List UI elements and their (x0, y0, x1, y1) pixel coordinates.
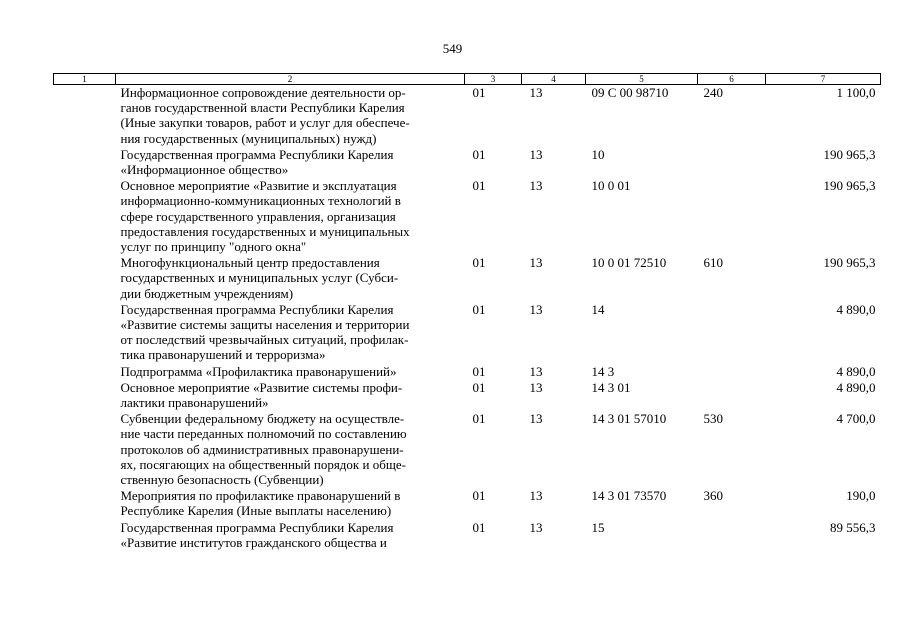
row-item-name-line: тика правонарушений и терроризма» (120, 347, 326, 363)
column-header-4: 4 (522, 74, 586, 85)
table-row (54, 178, 881, 255)
row-section-code: 01 (472, 255, 486, 271)
row-subsection-code: 13 (529, 178, 543, 194)
row-target-article-code: 14 3 01 57010 (591, 411, 667, 427)
row-item-name-line: Мероприятия по профилактике правонарушений в (120, 488, 401, 504)
row-item-name-line: государственных и муниципальных услуг (Субси- (120, 270, 399, 286)
row-item-name-line: Информационное сопровождение деятельности ор- (120, 85, 406, 100)
row-cell-col1 (54, 255, 116, 302)
row-item-name-line: Подпрограмма «Профилактика правонарушений» (120, 363, 397, 379)
row-subsection-code: 13 (529, 488, 543, 504)
row-cell-col1 (54, 302, 116, 364)
column-header-5: 5 (586, 74, 698, 85)
row-item-name-line: (Иные закупки товаров, работ и услуг для обеспече- (120, 115, 410, 131)
budget-table (53, 73, 881, 551)
row-target-article-code: 14 3 01 (591, 379, 631, 395)
row-cell-col1 (54, 147, 116, 178)
row-cell-col1 (54, 85, 116, 147)
row-subsection-code: 13 (529, 255, 543, 271)
row-target-article-code: 14 (591, 301, 605, 317)
table-body (54, 85, 881, 552)
table-row (54, 380, 881, 411)
row-cell-col1 (54, 364, 116, 380)
row-cell-col1 (54, 178, 116, 255)
row-section-code: 01 (472, 146, 486, 162)
row-item-name-line: «Развитие институтов гражданского общества и (120, 534, 387, 550)
row-amount: 4 890,0 (836, 301, 876, 317)
row-item-name-line: протоколов об административных правонарушени- (120, 441, 404, 457)
row-item-name-line: сфере государственного управления, организация (120, 208, 396, 224)
row-expense-type-code: 530 (703, 411, 723, 427)
row-expense-type-code (698, 380, 766, 411)
row-item-name-line: ях, посягающих на общественный порядок и обще- (120, 456, 406, 472)
row-subsection-code: 13 (529, 301, 543, 317)
row-item-name-line: Многофункциональный центр предоставления (120, 255, 380, 271)
row-item-name-line: Основное мероприятие «Развитие системы профи- (120, 379, 403, 395)
row-target-article-code: 14 3 (591, 363, 615, 379)
row-section-code: 01 (472, 488, 486, 504)
row-subsection-code: 13 (529, 379, 543, 395)
column-header-2: 2 (116, 74, 465, 85)
row-target-article-code: 14 3 01 73570 (591, 488, 667, 504)
row-target-article-code: 09 С 00 98710 (591, 85, 669, 100)
row-item-name-line: дии бюджетным учреждениям) (120, 285, 294, 301)
row-expense-type-code (698, 302, 766, 364)
row-amount: 4 700,0 (836, 411, 876, 427)
row-item-name (116, 488, 465, 519)
row-item-name-line: ние части переданных полномочий по составлению (120, 426, 407, 442)
row-item-name-line: Государственная программа Республики Карелия (120, 519, 394, 535)
row-subsection-code: 13 (529, 85, 543, 100)
row-expense-type-code (698, 364, 766, 380)
row-expense-type-code (698, 178, 766, 255)
row-amount: 1 100,0 (836, 85, 876, 100)
table-row (54, 85, 881, 147)
column-header-1: 1 (54, 74, 116, 85)
row-amount: 190 965,3 (823, 255, 876, 271)
page-number: 549 (442, 41, 463, 56)
row-cell-col1 (54, 520, 116, 551)
row-item-name (116, 302, 465, 364)
table-row (54, 411, 881, 488)
row-item-name (116, 85, 465, 147)
row-item-name-line: Субвенции федеральному бюджету на осуществле- (120, 411, 405, 427)
column-header-3: 3 (465, 74, 522, 85)
row-section-code: 01 (472, 85, 486, 100)
row-section-code: 01 (472, 411, 486, 427)
row-amount: 190,0 (846, 488, 876, 504)
row-item-name-line: предоставления государственных и муниципальных (120, 223, 410, 239)
table-row (54, 302, 881, 364)
row-item-name-line: услуг по принципу "одного окна" (120, 239, 307, 255)
row-item-name (116, 178, 465, 255)
row-target-article-code: 10 0 01 72510 (591, 255, 667, 271)
row-section-code: 01 (472, 363, 486, 379)
row-amount: 190 965,3 (823, 146, 876, 162)
row-item-name-line: информационно-коммуникационных технологий в (120, 193, 401, 209)
table-row (54, 520, 881, 551)
row-item-name-line: ния государственных (муниципальных) нужд) (120, 130, 377, 146)
row-cell-col1 (54, 411, 116, 488)
row-item-name-line: «Развитие системы защиты населения и территории (120, 317, 410, 333)
row-subsection-code: 13 (529, 411, 543, 427)
row-item-name (116, 255, 465, 302)
row-section-code: 01 (472, 178, 486, 194)
row-expense-type-code: 610 (703, 255, 723, 271)
row-expense-type-code (698, 147, 766, 178)
column-number-header-row (54, 74, 881, 85)
row-subsection-code: 13 (529, 363, 543, 379)
row-item-name (116, 364, 465, 380)
row-item-name (116, 147, 465, 178)
row-section-code: 01 (472, 301, 486, 317)
row-amount: 4 890,0 (836, 379, 876, 395)
row-item-name-line: Республике Карелия (Иные выплаты населению) (120, 503, 392, 519)
table-row (54, 488, 881, 519)
row-target-article-code: 10 (591, 146, 605, 162)
row-item-name-line: от последствий чрезвычайных ситуаций, профилак- (120, 332, 409, 348)
column-header-6: 6 (698, 74, 766, 85)
row-amount: 4 890,0 (836, 363, 876, 379)
row-cell-col1 (54, 488, 116, 519)
row-section-code: 01 (472, 379, 486, 395)
row-amount: 89 556,3 (830, 519, 876, 535)
row-subsection-code: 13 (529, 519, 543, 535)
row-expense-type-code (698, 520, 766, 551)
row-target-article-code: 10 0 01 (591, 178, 631, 194)
row-amount: 190 965,3 (823, 178, 876, 194)
row-item-name (116, 520, 465, 551)
table-row (54, 147, 881, 178)
row-item-name-line: Государственная программа Республики Карелия (120, 301, 394, 317)
row-target-article-code: 15 (591, 519, 605, 535)
row-subsection-code: 13 (529, 146, 543, 162)
row-expense-type-code: 360 (703, 488, 723, 504)
table-row (54, 255, 881, 302)
table-row (54, 364, 881, 380)
row-item-name-line: Государственная программа Республики Карелия (120, 146, 394, 162)
row-item-name-line: «Информационное общество» (120, 162, 289, 178)
row-item-name-line: лактики правонарушений» (120, 395, 269, 411)
row-item-name-line: ственную безопасность (Субвенции) (120, 472, 324, 488)
row-item-name (116, 380, 465, 411)
row-cell-col1 (54, 380, 116, 411)
row-expense-type-code: 240 (703, 85, 723, 100)
row-item-name (116, 411, 465, 488)
row-item-name-line: Основное мероприятие «Развитие и эксплуатация (120, 178, 397, 194)
column-header-7: 7 (766, 74, 881, 85)
row-section-code: 01 (472, 519, 486, 535)
row-item-name-line: ганов государственной власти Республики Карелия (120, 100, 405, 116)
